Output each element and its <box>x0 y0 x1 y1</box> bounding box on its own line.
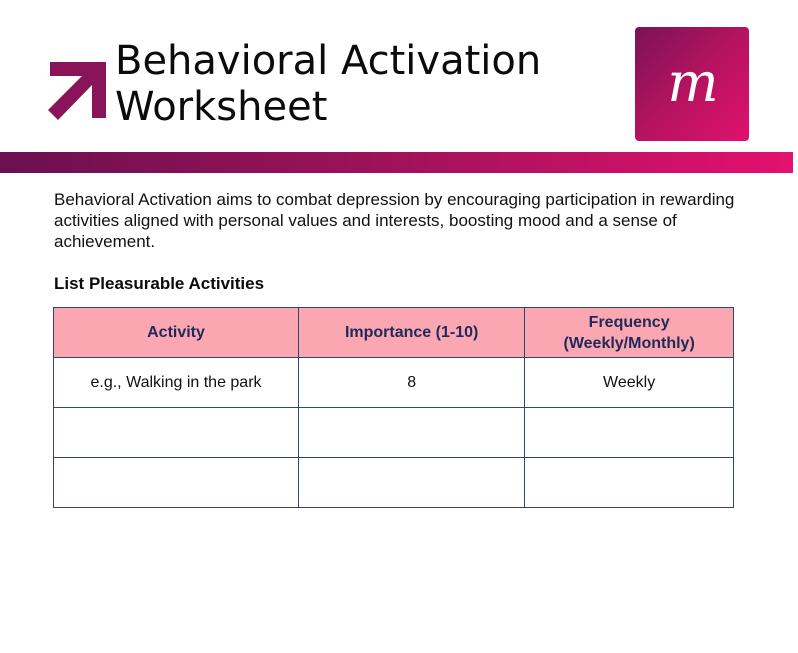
importance-cell[interactable] <box>299 408 525 458</box>
table-header-row <box>54 308 734 358</box>
table-row <box>54 458 734 508</box>
importance-cell[interactable]: 8 <box>299 358 525 408</box>
activities-table <box>53 307 734 508</box>
page-title-line-1: Behavioral Activation <box>115 38 542 84</box>
header-frequency-label: Frequency (Weekly/Monthly) <box>563 313 695 352</box>
intro-text: Behavioral Activation aims to combat depression by encouraging participation in rewarding activities aligned with personal values and interests, boosting mood and a sense of achievement. <box>54 190 735 251</box>
page-title-line-2: Worksheet <box>115 84 328 130</box>
importance-cell[interactable] <box>299 458 525 508</box>
header-activity: Activity <box>54 308 299 358</box>
logo-m-icon <box>657 57 729 113</box>
header-band <box>0 152 793 173</box>
arrow-icon <box>44 58 110 124</box>
logo-letter: m <box>667 57 719 113</box>
section-title: List Pleasurable Activities <box>54 274 265 293</box>
table-row <box>54 408 734 458</box>
frequency-cell[interactable]: Weekly <box>525 358 734 408</box>
frequency-cell[interactable] <box>525 458 734 508</box>
activity-cell[interactable] <box>54 408 299 458</box>
brand-logo <box>635 27 749 141</box>
frequency-cell[interactable] <box>525 408 734 458</box>
page-title <box>115 38 541 130</box>
header-frequency <box>525 308 734 358</box>
header-importance: Importance (1-10) <box>299 308 525 358</box>
table-row <box>54 358 734 408</box>
activity-cell[interactable]: e.g., Walking in the park <box>54 358 299 408</box>
activity-cell[interactable] <box>54 458 299 508</box>
